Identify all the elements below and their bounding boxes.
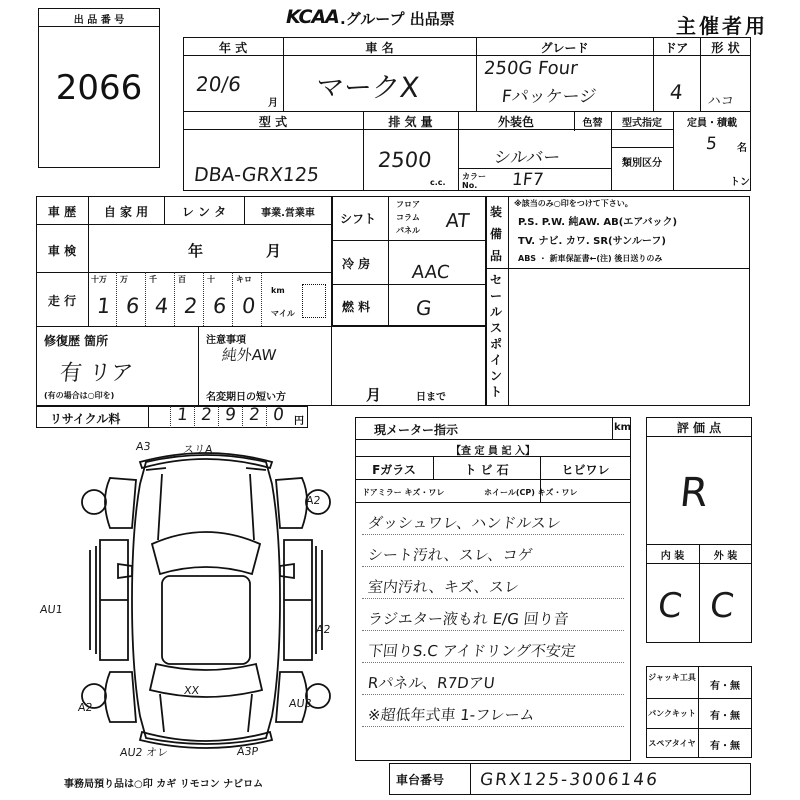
right-side: [284, 540, 312, 660]
rear-left-fender: [105, 672, 136, 722]
comment-line: ダッシュワレ、ハンドルスレ: [367, 514, 562, 532]
mileage-digit: 6: [124, 294, 141, 318]
listing-number-divider: [38, 26, 160, 27]
km-unit: km: [271, 286, 285, 295]
history-opt-private: 自 家 用: [103, 205, 149, 219]
recycle-divider: [148, 406, 149, 428]
reg-month: 月: [366, 386, 382, 404]
interior-value: C: [655, 586, 684, 626]
chassis-divider: [470, 763, 471, 795]
equip-line-1: [486, 268, 750, 269]
shift-opt-panel: パネル: [396, 226, 420, 235]
damage-mark: A2: [305, 494, 322, 507]
ext-color-value: シルバー: [492, 148, 562, 168]
grade-value-1: 250G Four: [482, 58, 579, 79]
vehicle-row-line-4: [611, 147, 673, 148]
organizer-label: 主催者用: [676, 14, 768, 38]
equipment-line-2: TV. ナビ. カワ. SR(サンルーフ): [518, 236, 666, 247]
car-outline: [132, 455, 280, 744]
puncture-label: パンクキット: [648, 709, 696, 718]
repair-note: (有の場合は○印を): [44, 391, 115, 400]
fuel-label: 燃 料: [342, 300, 371, 314]
mileage-unit-label: 万: [120, 275, 128, 284]
chassis-value: GRX125-3006146: [478, 770, 660, 790]
front-left-wheel: [82, 490, 106, 514]
capacity-label: 定員・積載: [687, 118, 737, 129]
mileage-digit: 4: [153, 294, 170, 318]
color-no-value: 1F7: [510, 170, 545, 190]
comment-line: Rパネル、R7DアU: [367, 674, 496, 692]
displacement-value: 2500: [376, 148, 433, 172]
listing-number-label: 出 品 番 号: [73, 15, 125, 26]
fuel-value: G: [414, 296, 433, 320]
model-spec-label: 型式指定: [622, 118, 662, 129]
mileage-unit-label: 十万: [91, 275, 107, 284]
mile-unit: マイル: [271, 309, 295, 318]
office-note: 事務局預り品は○印 カギ リモコン ナビロム: [64, 779, 264, 790]
grade-value: R: [677, 470, 711, 516]
form-title: .グループ 出品票: [340, 10, 455, 28]
reg-day: 日まで: [416, 392, 446, 403]
listing-number: 2066: [55, 68, 143, 108]
comment-rule: [362, 662, 624, 663]
equip-col-1: [508, 196, 509, 406]
comment-rule: [362, 598, 624, 599]
shape-label: 形 状: [711, 41, 740, 55]
meter-line-3: [355, 479, 631, 480]
recycle-digit: 2: [199, 405, 213, 425]
mileage-unit-label: 百: [178, 275, 186, 284]
shift-opt-column: コラム: [396, 213, 420, 222]
color-no-label: カラー No.: [462, 172, 486, 190]
chassis-label: 車台番号: [396, 773, 445, 787]
door-value: 4: [668, 80, 684, 104]
recycle-label: リサイクル料: [50, 412, 121, 426]
puncture-value: 有・無: [710, 711, 740, 722]
mech-line-2: [332, 284, 486, 285]
left-side: [100, 540, 128, 660]
recycle-unit: 円: [294, 416, 304, 427]
comment-rule: [362, 694, 624, 695]
notes-value: 純外AW: [221, 346, 278, 364]
damage-mark: A3P: [236, 745, 259, 758]
displacement-label: 排 気 量: [388, 115, 433, 129]
equipment-line-3: ABS ・ 新車保証書←(注) 後日送りのみ: [518, 254, 663, 263]
displacement-unit: c.c.: [430, 178, 446, 187]
meter-col-km: [612, 417, 613, 439]
right-mirror: [280, 564, 294, 578]
year-value: 20/6: [194, 72, 243, 96]
tools-line-1: [646, 698, 752, 699]
car-diagram: [76, 440, 336, 760]
mileage-digit: 1: [95, 294, 112, 318]
ext-color-label: 外装色: [497, 115, 534, 129]
jack-value: 有・無: [710, 681, 740, 692]
recycle-digit: 0: [271, 405, 285, 425]
shift-label: シフト: [340, 212, 377, 226]
jack-label: ジャッキ工具: [648, 673, 696, 682]
comment-line: ラジエター液もれ E/G 回り音: [367, 610, 570, 628]
equipment-label: 装備品: [490, 205, 503, 263]
meter-unit: km: [614, 422, 632, 433]
comment-rule: [362, 630, 624, 631]
color-change-label: 色替: [582, 118, 603, 129]
comment-line: 室内汚れ、キズ、スレ: [367, 578, 520, 596]
spare-label: スペアタイヤ: [648, 739, 696, 748]
inspection-month: 月: [266, 242, 282, 260]
history-opt-business: 事業.営業車: [261, 208, 315, 219]
type-value: DBA-GRX125: [192, 164, 321, 186]
repair-value: 有 リア: [58, 361, 135, 386]
logo: KCAA: [286, 6, 339, 28]
door-label: ドア: [664, 41, 689, 55]
shift-value: AT: [444, 210, 471, 232]
vehicle-row-line-2: [183, 111, 751, 112]
damage-mark: AU1: [39, 603, 64, 616]
repair-label: 修復歴 箇所: [44, 334, 109, 348]
car-name-value: マークX: [314, 71, 421, 104]
wheel-label: ホイール(CP) キズ・ワレ: [484, 488, 578, 497]
grade-label: 評 価 点: [676, 421, 722, 435]
comment-line: シート汚れ、スレ、コゲ: [367, 546, 534, 564]
equipment-line-1: P.S. P.W. 純AW. AB(エアバック): [518, 217, 678, 228]
front-left-fender: [105, 478, 136, 528]
damage-mark: XX: [183, 684, 200, 697]
glass-label: Fガラス: [372, 463, 416, 477]
month-unit: 月: [268, 98, 278, 109]
recycle-digit: 2: [247, 405, 261, 425]
mirror-label: ドアミラー キズ・ワレ: [362, 488, 445, 497]
shape-value: ハコ: [707, 94, 735, 109]
spare-value: 有・無: [710, 741, 740, 752]
grade-label: グレード: [540, 41, 589, 55]
car-name-label: 車 名: [365, 41, 394, 55]
mileage-digit: 2: [182, 294, 199, 318]
comment-rule: [362, 726, 624, 727]
damage-mark: A2: [77, 701, 94, 714]
ac-value: AAC: [410, 262, 451, 283]
history-label: 車 歴: [47, 205, 77, 219]
rear-window: [150, 664, 262, 697]
ac-label: 冷 房: [342, 257, 371, 271]
tools-line-2: [646, 728, 752, 729]
mileage-unit-label: 十: [207, 275, 215, 284]
mile-checkbox: [302, 284, 326, 318]
damage-mark: A2: [315, 623, 332, 636]
history-line-1: [36, 224, 332, 225]
mileage-digit: 6: [211, 294, 228, 318]
inspection-year: 年: [188, 242, 204, 260]
damage-mark: A3: [135, 440, 152, 453]
left-mirror: [118, 564, 132, 578]
mech-col-1: [388, 196, 389, 326]
capacity-value: 5: [704, 134, 718, 154]
vehicle-row-line-5: [458, 168, 611, 169]
inspector-label: 【査 定 員 記 入】: [451, 446, 535, 457]
mileage-unit-label: キロ: [236, 275, 252, 284]
mileage-label: 走 行: [47, 294, 77, 308]
recycle-digit: 9: [223, 405, 237, 425]
roof: [162, 576, 250, 664]
reg-change-label: 名変期日の短い方: [206, 392, 286, 403]
interior-label: 内 装: [660, 551, 685, 562]
grade-value-2: Fパッケージ: [500, 87, 598, 107]
grade-line-1: [646, 436, 752, 437]
comment-rule: [362, 534, 624, 535]
exterior-value: C: [707, 586, 736, 626]
year-label: 年 式: [218, 41, 248, 55]
mileage-unit-label: 千: [149, 275, 157, 284]
history-opt-rental: レ ン タ: [181, 205, 227, 219]
damage-mark: AU3: [288, 697, 313, 710]
notes-label: 注意事項: [206, 335, 246, 346]
meter-label: 現メーター指示: [374, 423, 459, 437]
equipment-note: ※該当のみ○印をつけて下さい。: [514, 199, 633, 208]
windshield: [152, 532, 260, 574]
comment-line: ※超低年式車 1-フレーム: [367, 706, 536, 724]
damage-mark: スリA: [182, 443, 214, 456]
shift-opt-floor: フロア: [396, 200, 420, 209]
recycle-digit: 1: [175, 405, 189, 425]
front-right-fender: [276, 478, 307, 528]
mech-line-1: [332, 240, 486, 241]
ton-unit: トン: [730, 177, 750, 188]
comment-rule: [362, 566, 624, 567]
exterior-label: 外 装: [713, 551, 738, 562]
damage-mark: AU2 オレ: [119, 746, 169, 759]
comment-line: 下回りS.C アイドリング不安定: [367, 642, 577, 660]
capacity-unit: 名: [737, 143, 747, 154]
class-label: 類別区分: [622, 158, 662, 169]
sale-point-label: セールスポイント: [490, 273, 503, 399]
meter-line-1: [355, 439, 631, 440]
type-label: 型 式: [258, 115, 288, 129]
inspection-label: 車 検: [47, 244, 77, 258]
mileage-digit: 0: [240, 294, 257, 318]
crack-label: ヒビワレ: [561, 463, 610, 477]
meter-line-4: [355, 502, 631, 503]
glass-options: ト ビ 石: [464, 463, 509, 477]
